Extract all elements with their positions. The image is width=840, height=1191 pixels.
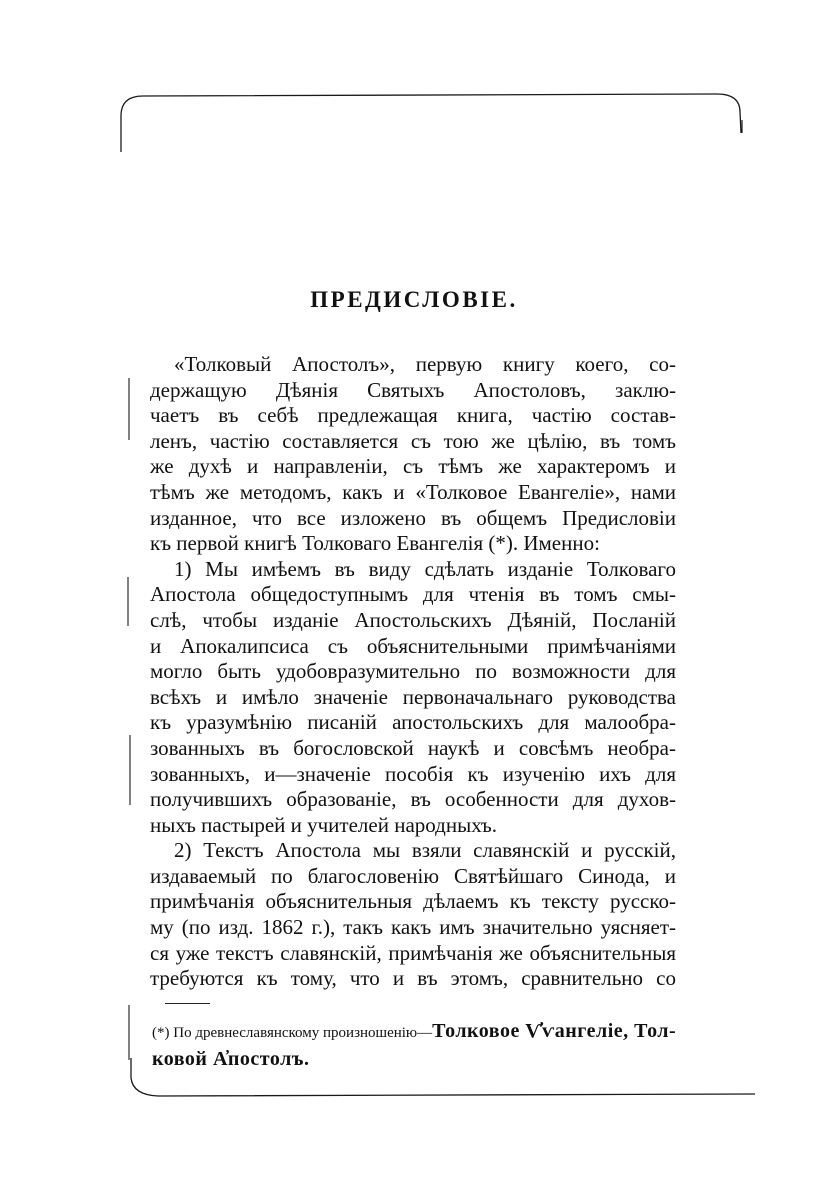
text-line: издаваемый по благословенію Святѣйшаго Синода, и: [150, 863, 676, 888]
text-line: «Толковый Апостолъ», первую книгу коего, со-: [174, 352, 676, 376]
frame-top-curve: [121, 94, 741, 152]
text-line: же духѣ и направленіи, съ тѣмъ же характеромъ и: [150, 454, 676, 479]
text-line: къ уразумѣнію писаній апостольскихъ для малообра-: [150, 710, 676, 735]
text-line: 2) Текстъ Апостола мы взяли славянскій и русскій,: [174, 838, 676, 863]
footnote-line-1: [152, 1017, 677, 1045]
text-line: требуются къ тому, что и въ этомъ, сравнительно со: [150, 966, 676, 991]
text-line: зованныхъ, и—значеніе пособія къ изученію ихъ для: [150, 761, 676, 786]
text-line: и Апокалипсиса съ объяснительными примѣчаніями: [150, 633, 676, 658]
footnote-mark: (*): [152, 1025, 170, 1041]
text-line: могло быть удобовразумительно по возможности для: [150, 659, 676, 684]
footnote-rule: [165, 1003, 210, 1004]
footnote-prefix: По древнеславянскому произношенію—: [173, 1025, 433, 1041]
text-line: тѣмъ же методомъ, какъ и «Толковое Евангеліе», нами: [150, 479, 676, 504]
footnote-slavonic-title-2: ковой А҆постолъ.: [152, 1048, 310, 1070]
text-line: 1) Мы имѣемъ въ виду сдѣлать изданіе Толковаго: [174, 556, 676, 581]
text-line: зованныхъ въ богословской наукѣ и совсѣмъ необра-: [150, 735, 676, 760]
text-line: ныхъ пастырей и учителей народныхъ.: [150, 812, 498, 837]
page-title: ПРЕДИСЛОВІЕ.: [310, 287, 518, 312]
text-line: слѣ, чтобы изданіе Апостольскихъ Дѣяній, Посланій: [150, 607, 676, 632]
text-line: къ первой книгѣ Толковаго Евангелія (*). Именно:: [150, 531, 600, 556]
footnote-slavonic-title-1: Толковое Ѵ҆ѵангеліе, Тол-: [432, 1020, 677, 1042]
text-line: всѣхъ и имѣло значеніе первоначальнаго руководства: [150, 684, 676, 709]
text-line: му (по изд. 1862 г.), такъ какъ имъ значительно уясняет-: [150, 915, 676, 940]
text-line: примѣчанія объяснительныя дѣлаемъ къ тексту русско-: [150, 889, 676, 914]
footnote: [152, 1017, 677, 1073]
text-line: изданное, что все изложено въ общемъ Предисловіи: [150, 505, 676, 530]
text-line: ся уже текстъ славянскій, примѣчанія же объяснительныя: [150, 940, 676, 965]
text-line: держащую Дѣянія Святыхъ Апостоловъ, заклю-: [150, 377, 676, 402]
footnote-line-2: [152, 1045, 674, 1073]
text-line: ленъ, частію составляется съ тою же цѣлію, въ томъ: [150, 428, 676, 453]
body-text: [150, 352, 676, 992]
text-line: Апостола общедоступнымъ для чтенія въ томъ смы-: [150, 582, 676, 607]
text-line: чаетъ въ себѣ предлежащая книга, частію состав-: [150, 403, 676, 428]
text-line: получившихъ образованіе, въ особенности для духов-: [150, 787, 676, 812]
